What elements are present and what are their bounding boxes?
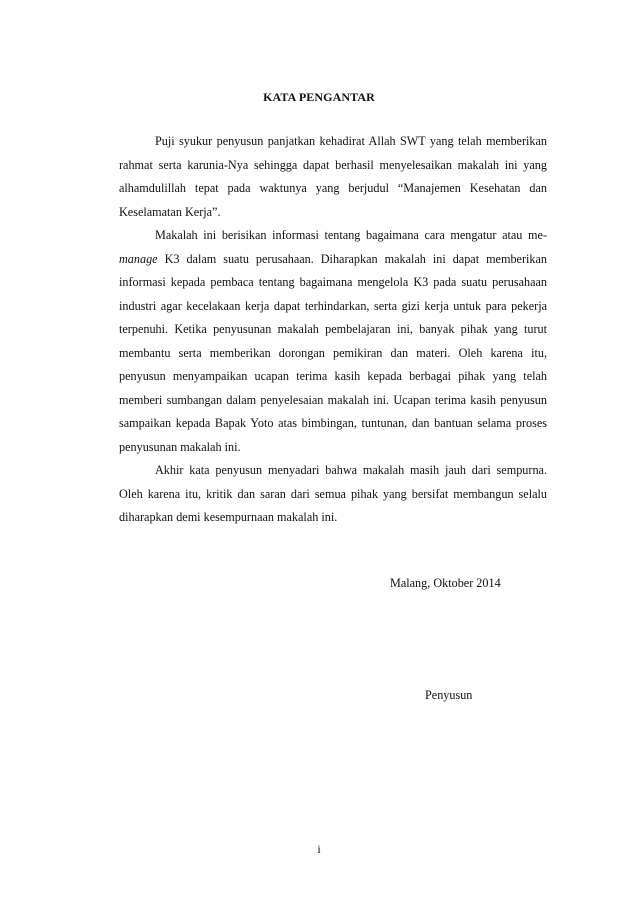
paragraph-closing: Akhir kata penyusun menyadari bahwa makalah masih jauh dari sempurna. Oleh karena itu, kritik dan saran dari semua pihak yang bersifat membangun selalu diharapkan demi kesempurnaan makalah ini. [119, 463, 547, 524]
signature-name: Penyusun [425, 688, 473, 702]
document-body [119, 130, 547, 530]
place-date: Malang, Oktober 2014 [390, 576, 501, 590]
italic-term-manage: manage [119, 251, 158, 266]
page-title: KATA PENGANTAR [263, 90, 375, 104]
paragraph-content-rest: K3 dalam suatu perusahaan. Diharapkan makalah ini dapat memberikan informasi kepada pembaca tentang bagaimana mengelola K3 pada suatu perusahaan industri agar kecelakaan kerja dapat terhindarkan, serta gizi kerja untuk para pekerja terpenuhi. Ketika penyusunan makalah pembelajaran ini, banyak pihak yang turut membantu serta memberikan dorongan pemikiran dan materi. Oleh karena itu, penyusun menyampaikan ucapan terima kasih kepada berbagai pihak yang telah memberi sumbangan dalam penyelesaian makalah ini. Ucapan terima kasih penyusun sampaikan kepada Bapak Yoto atas bimbingan, tuntunan, dan bantuan selama proses penyusunan makalah ini. [119, 251, 547, 454]
paragraph-content [119, 224, 547, 459]
page-number: i [317, 842, 321, 856]
paragraph-opening: Puji syukur penyusun panjatkan kehadirat Allah SWT yang telah memberikan rahmat serta karunia-Nya sehingga dapat berhasil menyelesaikan makalah ini yang alhamdulillah tepat pada waktunya yang berjudul “Manajemen Kesehatan dan Keselamatan Kerja”. [119, 134, 547, 219]
paragraph-content-start: Makalah ini berisikan informasi tentang bagaimana cara mengatur atau me- [155, 228, 547, 242]
